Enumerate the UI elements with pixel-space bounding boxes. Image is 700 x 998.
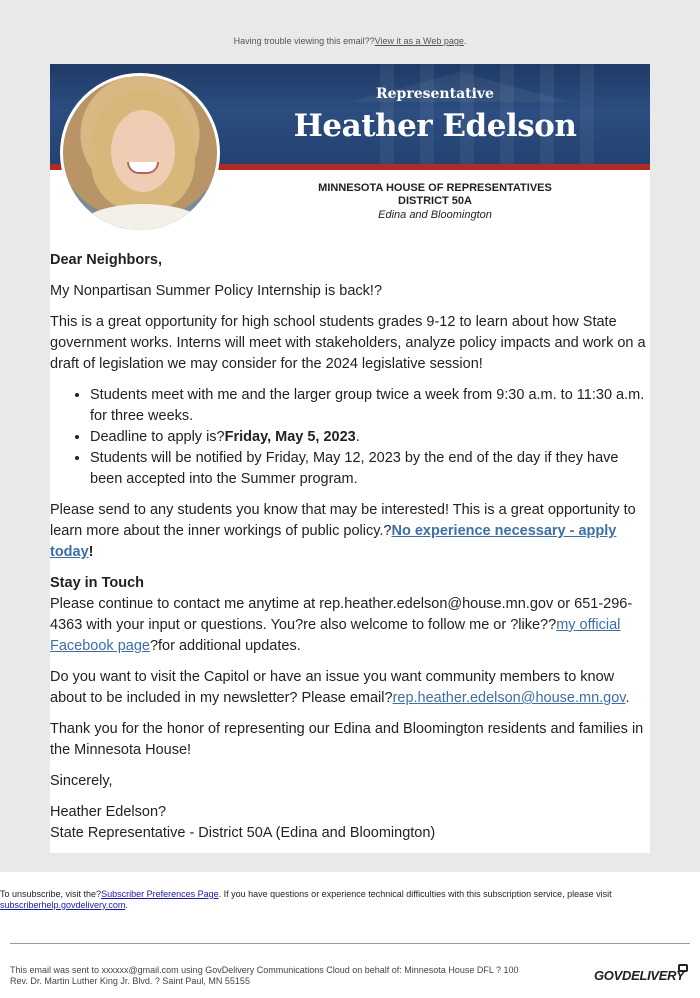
newsletter-text: Do you want to visit the Capitol or have an issue you want community members to know about to be included in my newsletter? Please email?	[50, 669, 615, 706]
unsubscribe-middle: . If you have questions or experience technical difficulties with this subscription service, please visit	[218, 889, 612, 899]
stay-in-touch-heading: Stay in Touch	[50, 575, 144, 591]
view-web-suffix: .	[463, 36, 467, 46]
email-body	[50, 250, 652, 854]
internship-bullets	[90, 385, 652, 490]
paragraph-contact	[50, 594, 652, 657]
unsubscribe-prefix: To unsubscribe, visit the?	[0, 889, 102, 899]
paragraph-share	[50, 500, 652, 563]
paragraph-opportunity: This is a great opportunity for high school students grades 9-12 to learn about how State government works. Interns will meet with stakeholders, analyze policy impacts and work on a draft of legislation we may consider for the 2024 legislative session!	[50, 314, 646, 372]
view-web-bar	[0, 36, 700, 46]
org-line-1: MINNESOTA HOUSE OF REPRESENTATIVES	[318, 182, 552, 194]
org-heading	[250, 182, 620, 208]
apply-link[interactable]: No experience necessary - apply today	[50, 523, 617, 560]
govdelivery-logo[interactable]: GOVDELIVERY	[594, 968, 685, 983]
paragraph-intro: My Nonpartisan Summer Policy Internship is back!?	[50, 283, 383, 299]
newsletter-suffix: .	[625, 690, 630, 706]
unsubscribe-footer	[0, 889, 700, 911]
deadline-date: Friday, May 5, 2023	[224, 429, 356, 445]
closing: Sincerely,	[50, 773, 113, 789]
deadline-suffix: .	[355, 429, 360, 445]
share-text: Please send to any students you know that may be interested! This is a great opportunity to learn more about the inner workings of public policy.?	[50, 502, 636, 539]
share-suffix: !	[88, 544, 94, 560]
photo-shirt	[83, 204, 203, 233]
bullet-schedule: • Students meet with me and the larger group twice a week from 9:30 a.m. to 11:30 a.m. for three weeks.	[90, 385, 652, 427]
signature-title: State Representative - District 50A (Edina and Bloomington)	[50, 825, 436, 841]
sender-line-1: This email was sent to xxxxxx@gmail.com using GovDelivery Communications Cloud on behalf of: Minnesota House DFL ? 100	[10, 965, 519, 975]
deadline-prefix: Deadline to apply is?	[90, 429, 225, 445]
bullet-deadline	[90, 427, 652, 448]
sender-info	[10, 965, 590, 987]
photo-face	[111, 110, 175, 192]
paragraph-thanks: Thank you for the honor of representing our Edina and Bloomington residents and families in the Minnesota House!	[50, 721, 644, 758]
signature-name: Heather Edelson?	[50, 804, 167, 820]
contact-text: Please continue to contact me anytime at rep.heather.edelson@house.mn.gov or 651-296-4363 with your input or questions. You?re also welcome to follow me or ?like??	[50, 596, 633, 633]
contact-suffix: ?for additional updates.	[149, 638, 301, 654]
view-web-prefix: Having trouble viewing this email??	[233, 36, 375, 46]
banner-title-name: Heather Edelson	[293, 108, 577, 144]
representative-photo	[60, 73, 220, 233]
facebook-link[interactable]: my official Facebook page	[50, 617, 621, 654]
bullet-notification: • Students will be notified by Friday, May 12, 2023 by the end of the day if they have been accepted into the Summer program.	[90, 448, 652, 490]
subscriber-preferences-link[interactable]: Subscriber Preferences Page	[101, 889, 219, 899]
envelope-icon	[678, 964, 688, 972]
view-web-link[interactable]: View it as a Web page	[374, 36, 464, 46]
sender-line-2: Rev. Dr. Martin Luther King Jr. Blvd. ? Saint Paul, MN 55155	[10, 976, 250, 986]
signature	[50, 802, 652, 844]
org-line-2: DISTRICT 50A	[398, 195, 472, 207]
org-subtitle: Edina and Bloomington	[378, 209, 492, 221]
unsubscribe-suffix: .	[125, 900, 128, 910]
footer-divider	[10, 943, 690, 944]
banner-title-small: Representative	[376, 86, 494, 102]
greeting: Dear Neighbors,	[50, 252, 162, 268]
email-link[interactable]: rep.heather.edelson@house.mn.gov	[392, 690, 626, 706]
subscriber-help-link[interactable]: subscriberhelp.govdelivery.com	[0, 900, 126, 910]
paragraph-newsletter	[50, 667, 652, 709]
